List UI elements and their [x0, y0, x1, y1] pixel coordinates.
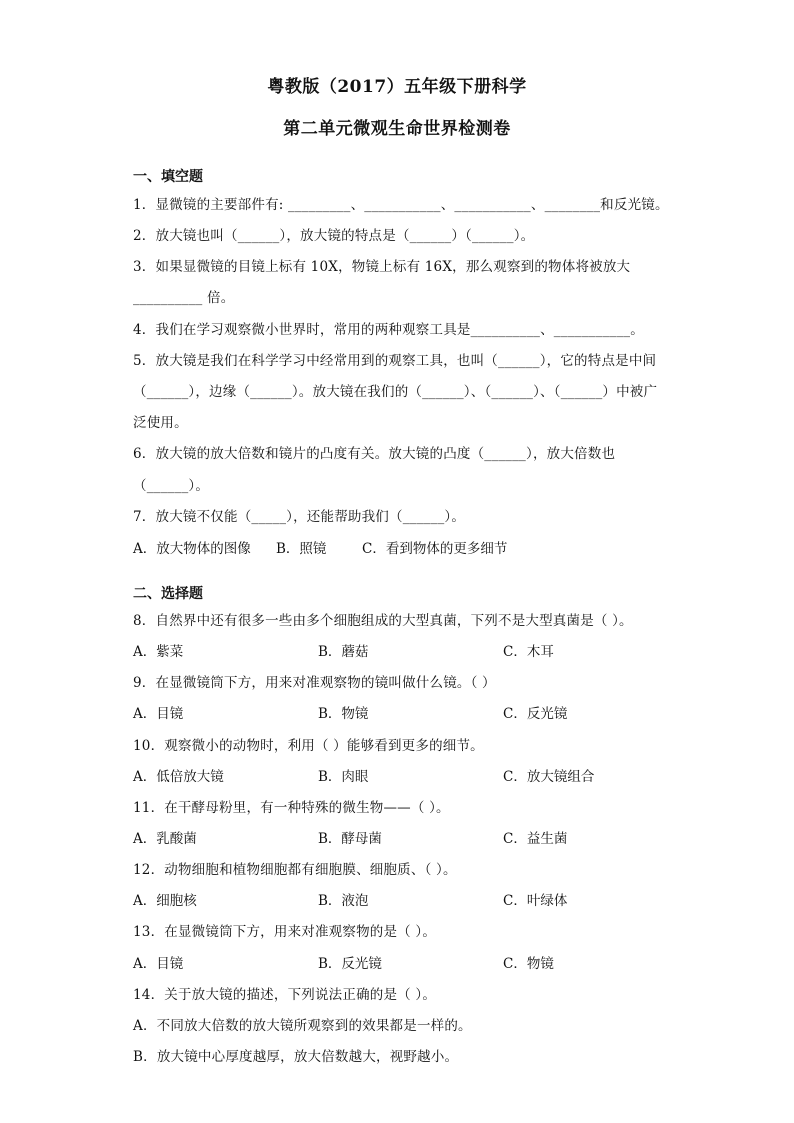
option-a: A．低倍放大镜: [133, 769, 224, 785]
question-line: （______），边缘（______）。放大镜在我们的（______）、（______）、（______）中被广: [133, 384, 658, 400]
option-b: B．反光镜: [318, 956, 382, 972]
question-stem: 13．在显微镜筒下方，用来对准观察物的是（ ）。: [133, 924, 437, 940]
option-a: A．乳酸菌: [133, 831, 197, 847]
question-line: 泛使用。: [133, 415, 188, 431]
question-stem: 9．在显微镜筒下方，用来对准观察物的镜叫做什么镜。（ ）: [133, 675, 496, 691]
option-c: C．放大镜组合: [503, 769, 595, 785]
option-b: B．液泡: [318, 893, 369, 909]
question-line: 4．我们在学习观察微小世界时，常用的两种观察工具是__________、___________。: [133, 322, 644, 338]
option-c: C．反光镜: [503, 706, 568, 722]
option-b: B．照镜: [276, 541, 327, 557]
question-line: 7．放大镜不仅能（_____），还能帮助我们（______）。: [133, 509, 466, 525]
option-b: B．放大镜中心厚度越厚，放大倍数越大，视野越小。: [133, 1049, 459, 1065]
page-subtitle: 第二单元微观生命世界检测卷: [283, 119, 511, 139]
option-c: C．木耳: [503, 644, 554, 660]
question-line: 6．放大镜的放大倍数和镜片的凸度有关。放大镜的凸度（______），放大倍数也: [133, 446, 616, 462]
option-a: A．目镜: [133, 706, 184, 722]
question-line: 3．如果显微镜的目镜上标有 10X，物镜上标有 16X，那么观察到的物体将被放大: [133, 259, 631, 275]
option-a: A．不同放大倍数的放大镜所观察到的效果都是一样的。: [133, 1018, 472, 1034]
option-b: B．蘑菇: [318, 644, 369, 660]
question-line: 5．放大镜是我们在科学学习中经常用到的观察工具，也叫（______），它的特点是中间: [133, 353, 657, 369]
page-title: 粤教版（2017）五年级下册科学: [267, 77, 527, 97]
section-heading-choice: 二、选择题: [133, 586, 203, 602]
option-a: A．放大物体的图像: [133, 541, 251, 557]
question-line: （______）。: [133, 478, 210, 494]
section-heading-fill-blank: 一、填空题: [133, 169, 203, 185]
question-line: 1．显微镜的主要部件有: _________、___________、___________、________和反光镜。: [133, 197, 669, 213]
option-c: C．看到物体的更多细节: [362, 541, 508, 557]
question-line: 2．放大镜也叫（______），放大镜的特点是（______）（______）。: [133, 228, 535, 244]
question-stem: 14．关于放大镜的描述，下列说法正确的是（ ）。: [133, 987, 437, 1003]
option-a: A．目镜: [133, 956, 184, 972]
option-b: B．酵母菌: [318, 831, 382, 847]
question-stem: 12．动物细胞和植物细胞都有细胞膜、细胞质、（ ）。: [133, 862, 457, 878]
option-a: A．紫菜: [133, 644, 184, 660]
question-line: __________ 倍。: [133, 290, 235, 306]
option-b: B．物镜: [318, 706, 369, 722]
question-stem: 11．在干酵母粉里，有一种特殊的微生物——（ ）。: [133, 800, 450, 816]
question-stem: 10．观察微小的动物时，利用（ ）能够看到更多的细节。: [133, 738, 484, 754]
question-stem: 8．自然界中还有很多一些由多个细胞组成的大型真菌，下列不是大型真菌是（ ）。: [133, 613, 633, 629]
option-c: C．益生菌: [503, 831, 568, 847]
option-c: C．叶绿体: [503, 893, 568, 909]
option-c: C．物镜: [503, 956, 554, 972]
option-a: A．细胞核: [133, 893, 197, 909]
option-b: B．肉眼: [318, 769, 369, 785]
